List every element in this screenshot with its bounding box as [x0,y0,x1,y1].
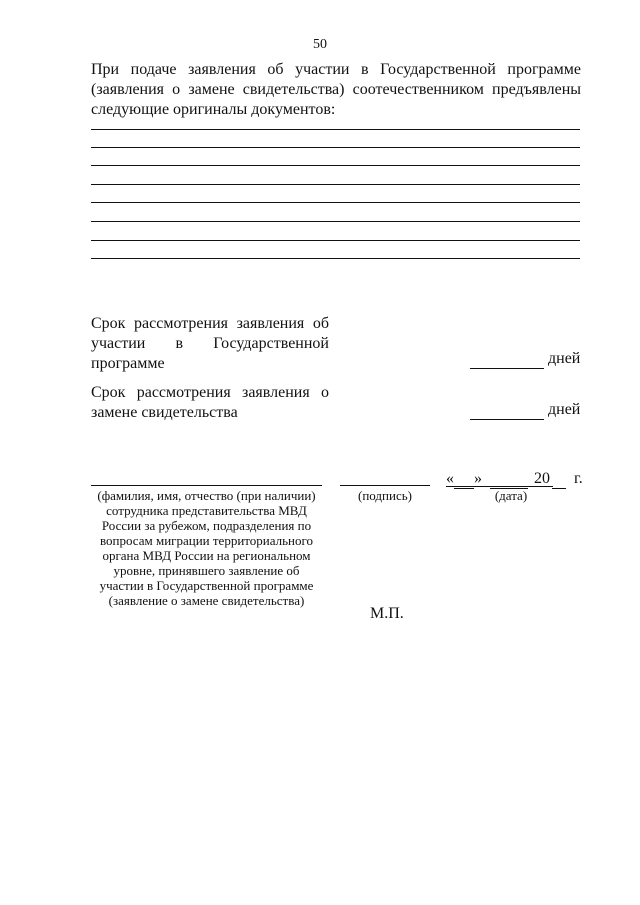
employee-name-line[interactable] [91,485,322,486]
term-participation-blank[interactable] [470,350,544,369]
term-replacement-days [470,401,580,420]
date-underline [446,486,553,487]
intro-paragraph: При подаче заявления об участии в Государственной программе (заявления о замене свидетельства) соотечественником предъявлены следующие оригиналы документов: [91,61,581,118]
term-participation-days [470,350,580,369]
signature-caption: (подпись) [358,488,412,503]
document-entry-line[interactable] [91,258,580,259]
quote-open: « [446,470,454,487]
year-suffix: г. [574,470,583,487]
date-caption: (дата) [494,488,528,503]
year-blank[interactable] [552,470,566,489]
document-entry-line[interactable] [91,147,580,148]
year-prefix: 20 [534,470,550,487]
term-participation-label: Срок рассмотрения заявления об участии в Государственной программе [91,315,329,372]
document-entry-line[interactable] [91,129,580,130]
document-entry-line[interactable] [91,240,580,241]
document-entry-line[interactable] [91,184,580,185]
document-entry-line[interactable] [91,221,580,222]
quote-close: » [474,470,482,487]
term-replacement-label: Срок рассмотрения заявления о замене свидетельства [91,384,329,421]
term-participation-unit: дней [548,350,581,367]
term-replacement-blank[interactable] [470,401,544,420]
stamp-place-label: М.П. [370,605,404,622]
employee-name-caption: (фамилия, имя, отчество (при наличии) сотрудника представительства МВД России за рубежом, подразделения по вопросам миграции территориального органа МВД России на региональном уровне, принявшего заявление об участии в Государственной программе (заявление о замене свидетельства) [97,488,316,608]
page-number: 50 [313,37,327,52]
document-entry-line[interactable] [91,165,580,166]
term-replacement-unit: дней [548,401,581,418]
document-entry-line[interactable] [91,202,580,203]
signature-line[interactable] [340,485,430,486]
